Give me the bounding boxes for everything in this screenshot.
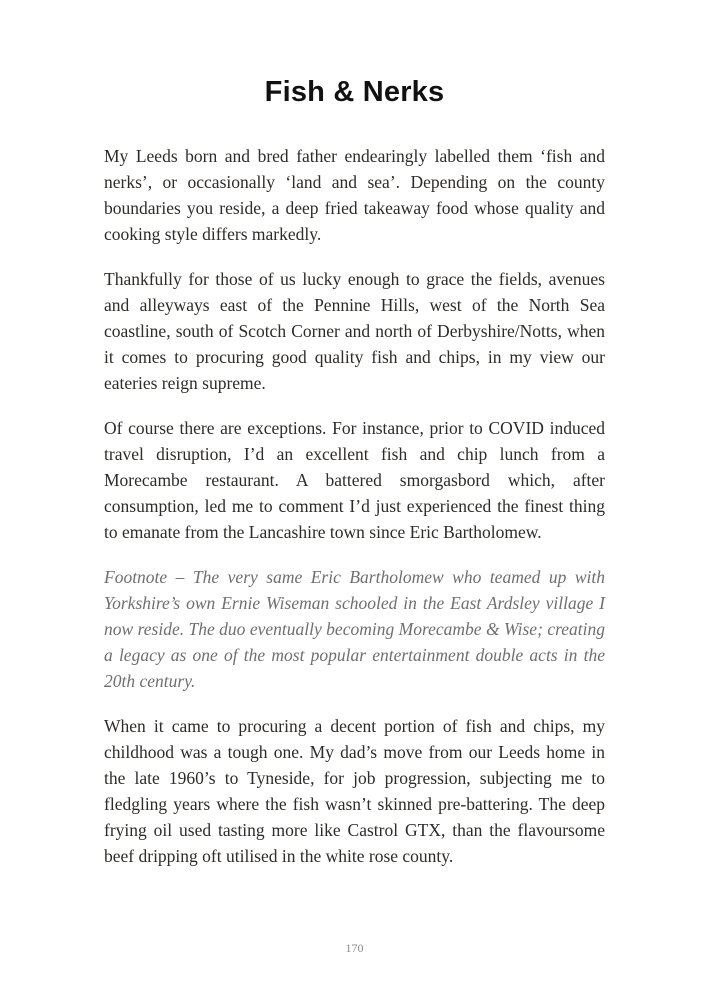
- paragraph-1: My Leeds born and bred father endearingly labelled them ‘fish and nerks’, or occasionally ‘land and sea’. Depending on the county boundaries you reside, a deep fried takeaway food whose quality and cooking style differs markedly.: [104, 146, 605, 244]
- page-title: Fish & Nerks: [264, 76, 445, 108]
- paragraph-3: Of course there are exceptions. For instance, prior to COVID induced travel disruption, I’d an excellent fish and chip lunch from a Morecambe restaurant. A battered smorgasbord which, after consumption, led me to comment I’d just experienced the finest thing to emanate from the Lancashire town since Eric Bartholomew.: [104, 418, 605, 542]
- paragraph-5: When it came to procuring a decent portion of fish and chips, my childhood was a tough one. My dad’s move from our Leeds home in the late 1960’s to Tyneside, for job progression, subjecting me to fledgling years where the fish wasn’t skinned pre-battering. The deep frying oil used tasting more like Castrol GTX, than the flavoursome beef dripping oft utilised in the white rose county.: [104, 716, 605, 866]
- paragraph-2: Thankfully for those of us lucky enough to grace the fields, avenues and alleyways east of the Pennine Hills, west of the North Sea coastline, south of Scotch Corner and north of Derbyshire/Notts, when it comes to procuring good quality fish and chips, in my view our eateries reign supreme.: [104, 269, 605, 393]
- paragraph-footnote: Footnote – The very same Eric Bartholomew who teamed up with Yorkshire’s own Ernie Wiseman schooled in the East Ardsley village I now reside. The duo eventually becoming Morecambe & Wise; creating a legacy as one of the most popular entertainment double acts in the 20th century.: [104, 567, 605, 691]
- page-body: [104, 143, 605, 869]
- page-number: 170: [345, 941, 364, 955]
